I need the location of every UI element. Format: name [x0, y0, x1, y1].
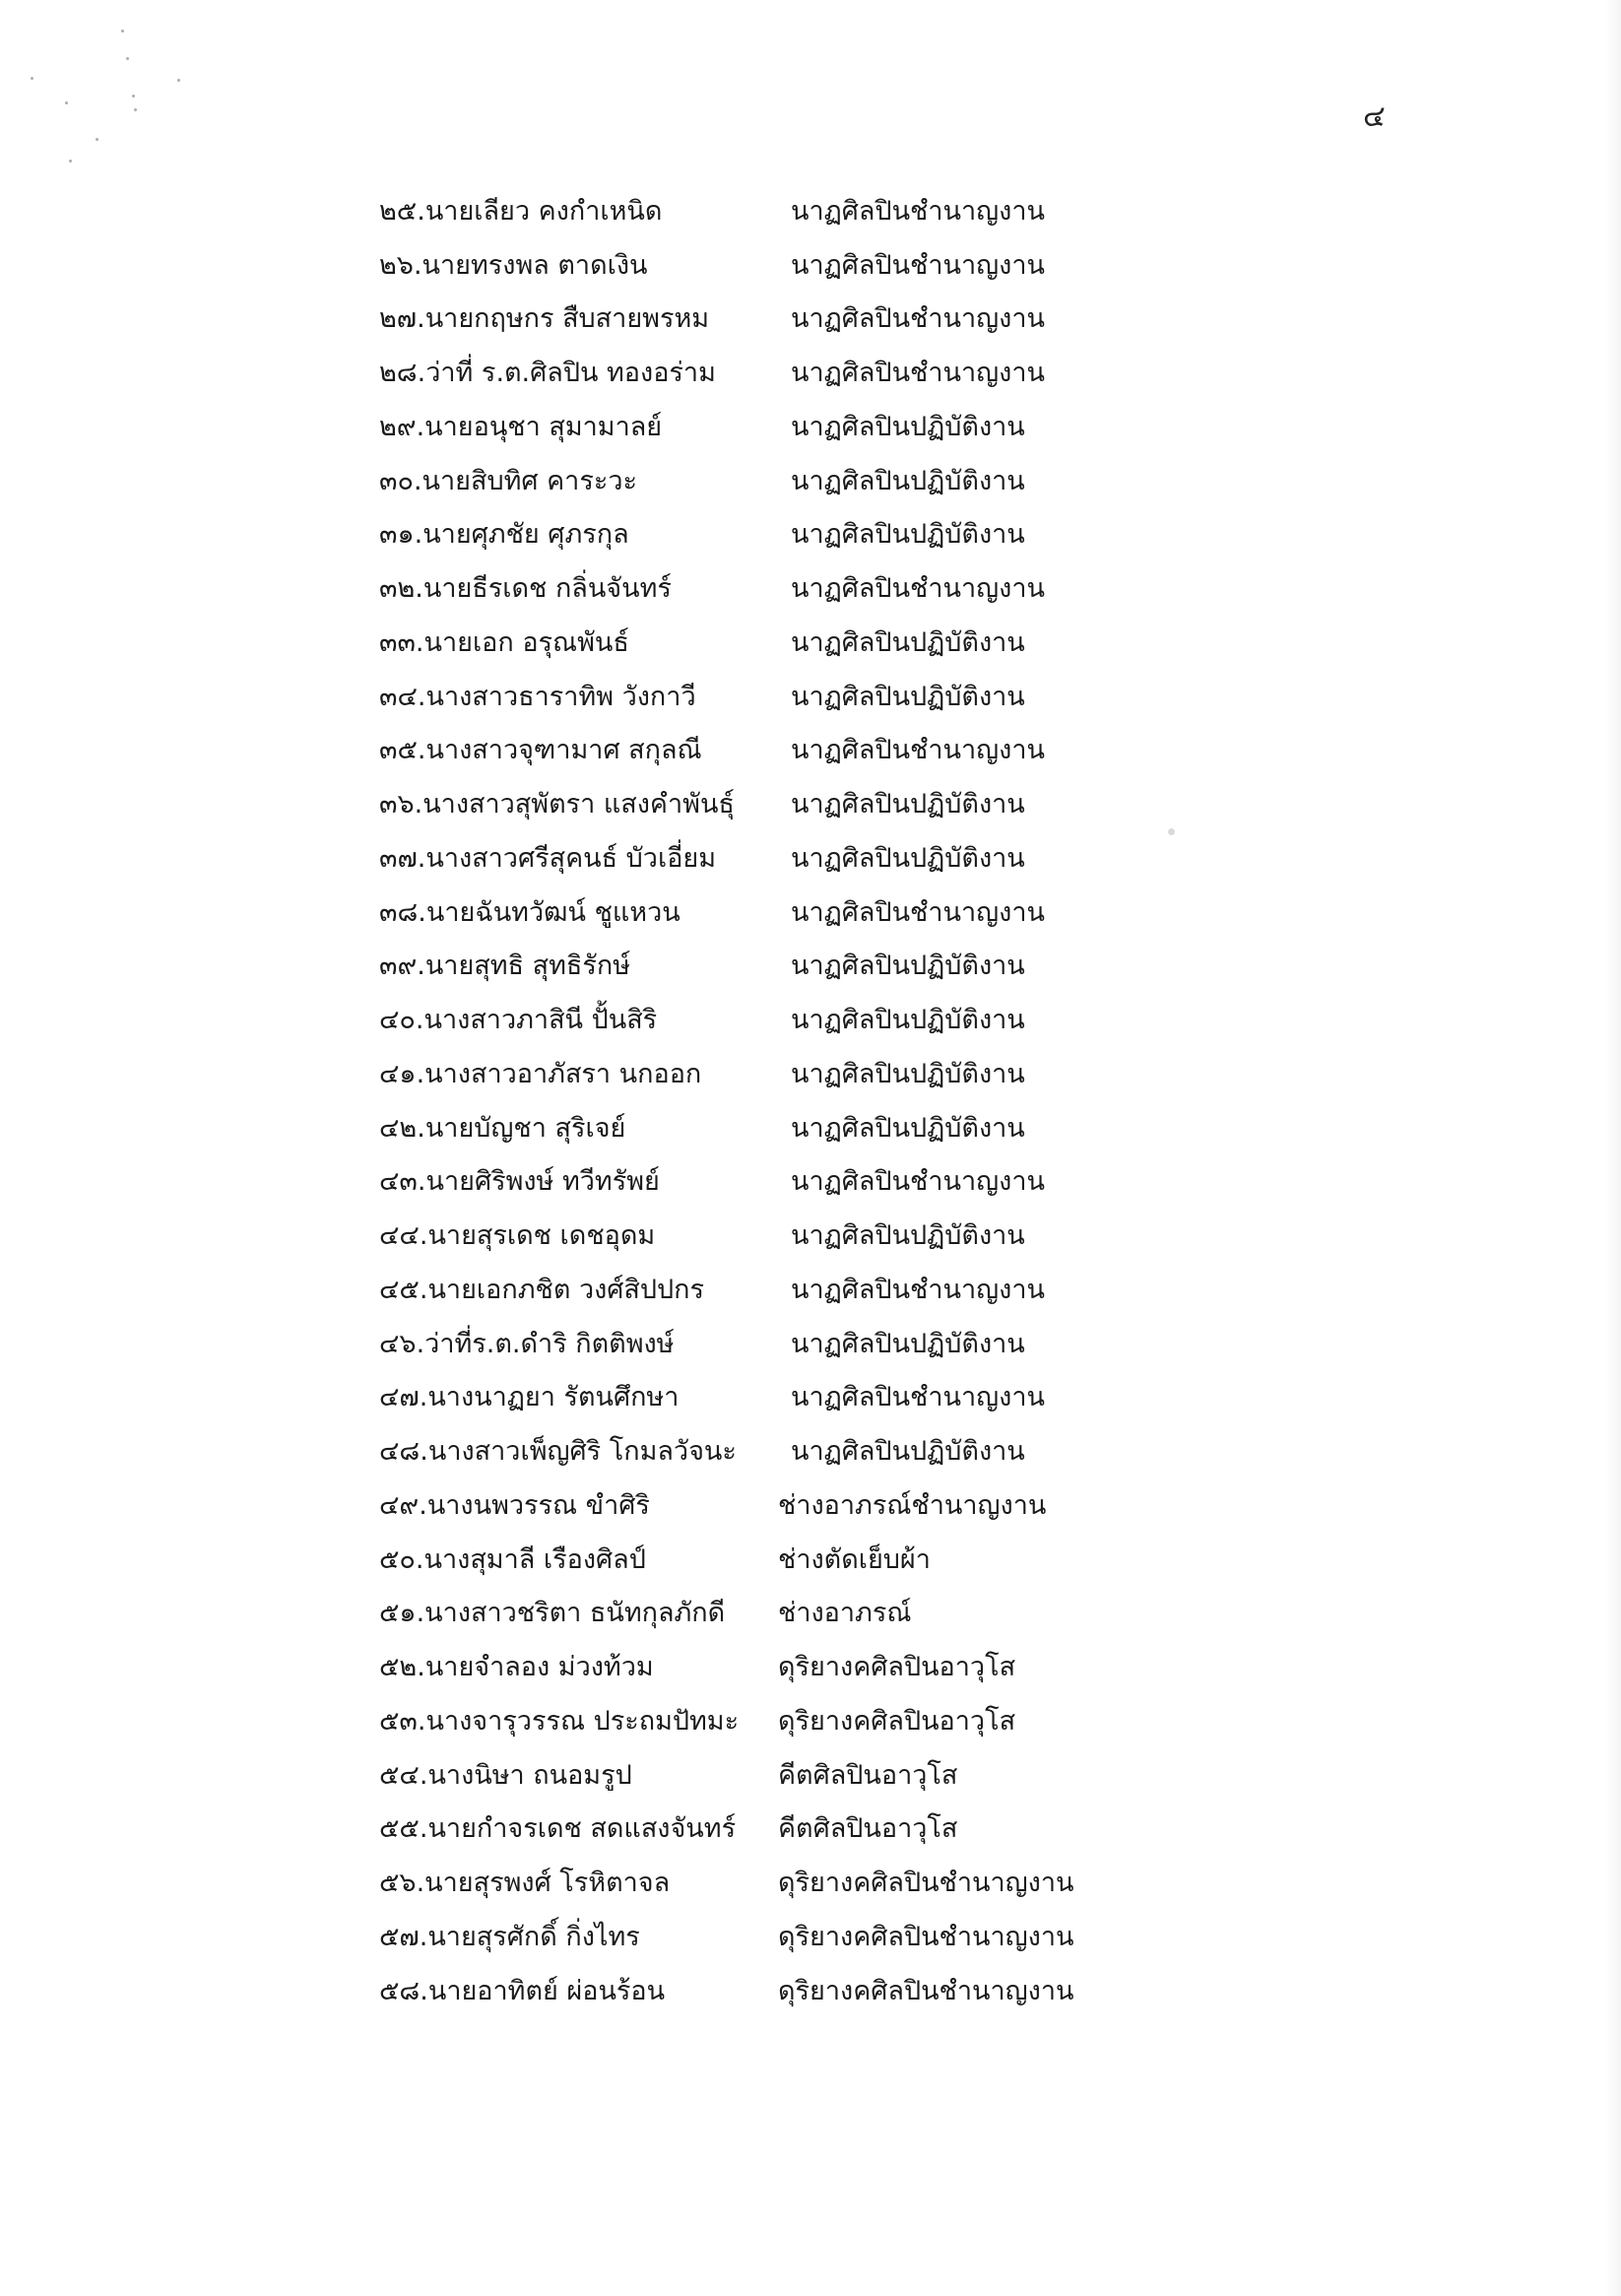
- scan-speck: [69, 160, 72, 163]
- entry-position: ดุริยางคศิลปินอาวุโส: [778, 1652, 1016, 1683]
- entry-number-period: .: [413, 465, 422, 496]
- entry-number-period: .: [417, 735, 426, 766]
- entry-name-column: [379, 1645, 803, 1687]
- list-item: [379, 939, 1364, 993]
- entry-number-period: .: [419, 1489, 427, 1521]
- page-number: ๔: [1363, 99, 1386, 134]
- list-item: [379, 669, 1364, 723]
- list-item: [379, 1154, 1364, 1209]
- entry-position: นาฏศิลปินชำนาญงาน: [791, 249, 1045, 281]
- entry-name: นางสาวอาภัสรา นกออก: [424, 1058, 702, 1089]
- list-item: [379, 1693, 1364, 1747]
- entry-number: ๒๗: [379, 303, 418, 335]
- scan-speck: [31, 77, 33, 80]
- entry-position: นาฏศิลปินชำนาญงาน: [791, 896, 1045, 928]
- list-item: [379, 1639, 1364, 1693]
- entry-number: ๔๓: [379, 1166, 418, 1198]
- entry-name: นายเอกภชิต วงศ์สิปปกร: [427, 1274, 705, 1305]
- entry-name: นายสุรพงศ์ โรหิตาจล: [424, 1868, 671, 1899]
- entry-number-period: .: [417, 1166, 426, 1198]
- list-item: [379, 1262, 1364, 1316]
- entry-name: นายกำจรเดช สดแสงจันทร์: [427, 1813, 737, 1845]
- entry-number: ๕๐: [379, 1543, 416, 1575]
- entry-name-column: [379, 782, 803, 824]
- entry-position: นาฏศิลปินชำนาญงาน: [791, 573, 1045, 605]
- entry-position: นาฏศิลปินปฏิบัติงาน: [791, 842, 1025, 874]
- entry-number-period: .: [415, 573, 423, 605]
- entry-name-column: [379, 836, 803, 879]
- entry-name: นายบัญชา สุริเจย์: [424, 1112, 626, 1144]
- entry-number: ๕๓: [379, 1705, 418, 1737]
- entry-name: นางนาฏยา รัตนศึกษา: [427, 1382, 680, 1413]
- entry-name: นางสาวสุพัตรา แสงคำพันธุ์: [422, 789, 735, 820]
- entry-name-column: [379, 1538, 803, 1580]
- entry-number: ๕๑: [379, 1598, 417, 1629]
- entry-name: ว่าที่ร.ต.ดำริ กิตติพงษ์: [424, 1328, 675, 1359]
- entry-number: ๕๗: [379, 1921, 420, 1952]
- list-item: [379, 1747, 1364, 1802]
- entry-number-period: .: [417, 358, 426, 389]
- entry-number-period: .: [417, 1652, 425, 1683]
- list-item: [379, 885, 1364, 939]
- entry-number-period: .: [418, 896, 426, 928]
- entry-name-column: [379, 459, 803, 501]
- entry-name-column: [379, 998, 803, 1040]
- entry-name-column: [379, 1915, 803, 1957]
- entry-number-period: .: [420, 1436, 428, 1468]
- entry-number: ๓๐: [379, 465, 414, 496]
- list-item: [379, 1423, 1364, 1477]
- entry-name: นางสาวภาสินี ปั้นสิริ: [423, 1005, 658, 1036]
- scan-speck: [177, 79, 180, 82]
- entry-name-column: [379, 1052, 803, 1094]
- scan-speck: [65, 101, 68, 104]
- entry-number-period: .: [416, 411, 425, 442]
- list-item: [379, 723, 1364, 777]
- entry-name: นายเอก อรุณพันธ์: [423, 626, 629, 658]
- entry-number: ๓๓: [379, 626, 416, 658]
- entry-number-period: .: [419, 1759, 428, 1791]
- entry-name-column: [379, 189, 803, 231]
- entry-number: ๔๗: [379, 1382, 420, 1413]
- entry-number: ๓๑: [379, 519, 415, 551]
- entry-number: ๔๕: [379, 1274, 420, 1305]
- list-item: [379, 1046, 1364, 1100]
- entry-position: นาฏศิลปินปฏิบัติงาน: [791, 681, 1025, 712]
- entry-name-column: [379, 944, 803, 986]
- entry-number: ๔๒: [379, 1112, 418, 1144]
- entry-position: ดุริยางคศิลปินชำนาญงาน: [778, 1921, 1074, 1952]
- entry-number: ๕๒: [379, 1652, 418, 1683]
- entry-number: ๓๘: [379, 896, 419, 928]
- entry-name-column: [379, 1806, 803, 1849]
- entry-number: ๒๖: [379, 249, 414, 281]
- entry-name: นายเลียว คงกำเหนิด: [424, 195, 663, 227]
- entry-position: ดุริยางคศิลปินชำนาญงาน: [778, 1868, 1074, 1899]
- entry-number: ๓๗: [379, 842, 418, 874]
- scan-speck: [134, 108, 137, 111]
- entry-position: นาฏศิลปินปฏิบัติงาน: [791, 1220, 1025, 1252]
- entry-name-column: [379, 675, 803, 717]
- entry-name-column: [379, 405, 803, 447]
- entry-number: ๕๔: [379, 1759, 420, 1791]
- entry-number: ๔๔: [379, 1220, 420, 1252]
- entry-name: นายอนุชา สุมามาลย์: [424, 411, 663, 442]
- entry-name-column: [379, 1322, 803, 1364]
- list-item: [379, 830, 1364, 885]
- entry-position: นาฏศิลปินชำนาญงาน: [791, 195, 1045, 227]
- entry-name-column: [379, 566, 803, 609]
- entry-name-column: [379, 1699, 803, 1741]
- entry-number: ๕๖: [379, 1868, 417, 1899]
- entry-position: นาฏศิลปินปฏิบัติงาน: [791, 1328, 1025, 1359]
- list-item: [379, 1855, 1364, 1909]
- entry-number-period: .: [417, 195, 425, 227]
- entry-name-column: [379, 296, 803, 339]
- entry-number-period: .: [416, 1598, 425, 1629]
- entry-number-period: .: [415, 626, 424, 658]
- entry-position: นาฏศิลปินชำนาญงาน: [791, 303, 1045, 335]
- entry-name: นางสาวเพ็ญศิริ โกมลวัจนะ: [427, 1436, 737, 1468]
- entry-position: นาฏศิลปินปฏิบัติงาน: [791, 789, 1025, 820]
- list-item: [379, 1100, 1364, 1154]
- entry-number: ๒๘: [379, 358, 418, 389]
- entry-name-column: [379, 728, 803, 770]
- entry-name-column: [379, 1106, 803, 1148]
- entry-name: นายสุรศักดิ์ กิ่งไทร: [427, 1921, 640, 1952]
- entry-position: นาฏศิลปินชำนาญงาน: [791, 1274, 1045, 1305]
- list-item: [379, 507, 1364, 561]
- entry-position: นาฏศิลปินปฏิบัติงาน: [791, 411, 1025, 442]
- entry-name: นางจารุวรรณ ประถมปัทมะ: [425, 1705, 740, 1737]
- list-item: [379, 453, 1364, 507]
- entry-name: นายทรงพล ตาดเงิน: [421, 249, 648, 281]
- list-item: [379, 1477, 1364, 1532]
- entry-number: ๔๑: [379, 1058, 417, 1089]
- entry-number-period: .: [417, 303, 425, 335]
- entry-position: ช่างตัดเย็บผ้า: [778, 1543, 931, 1575]
- entry-name: นางสาวศรีสุคนธ์ บัวเอี่ยม: [425, 842, 717, 874]
- entry-number-period: .: [415, 1005, 424, 1036]
- entry-name-column: [379, 1483, 803, 1526]
- entry-position: นาฏศิลปินปฏิบัติงาน: [791, 1005, 1025, 1036]
- entry-name-column: [379, 890, 803, 933]
- entry-number-period: .: [413, 249, 422, 281]
- entry-position: นาฏศิลปินปฏิบัติงาน: [791, 1112, 1025, 1144]
- list-item: [379, 1370, 1364, 1424]
- entry-name: นายจำลอง ม่วงท้วม: [424, 1652, 654, 1683]
- entry-name: นางสาวธาราทิพ วังกาวี: [425, 681, 696, 712]
- entry-number-period: .: [419, 1921, 428, 1952]
- entry-number: ๕๘: [379, 1975, 421, 2006]
- entry-name: นายธีรเดช กลิ่นจันทร์: [422, 573, 672, 605]
- entry-name: นายฉันทวัฒน์ ชูแหวน: [425, 896, 681, 928]
- list-item: [379, 399, 1364, 453]
- entry-name: นายศุภชัย ศุภรกุล: [422, 519, 629, 551]
- entry-name-column: [379, 351, 803, 393]
- entry-number: ๒๕: [379, 195, 418, 227]
- entry-position: ช่างอาภรณ์: [778, 1598, 912, 1629]
- list-item: [379, 992, 1364, 1046]
- entry-number: ๕๕: [379, 1813, 420, 1845]
- entry-name-column: [379, 621, 803, 663]
- entry-number-period: .: [420, 1975, 428, 2006]
- entry-number-period: .: [417, 1112, 425, 1144]
- entry-number-period: .: [417, 842, 426, 874]
- entry-name: นางสุมาลี เรืองศิลป์: [423, 1543, 646, 1575]
- list-item: [379, 1316, 1364, 1370]
- scan-speck: [132, 95, 135, 98]
- entry-number: ๔๘: [379, 1436, 421, 1468]
- scan-speck: [126, 57, 129, 60]
- entry-number-period: .: [419, 1220, 428, 1252]
- entry-name: นางนพวรรณ ขำศิริ: [426, 1489, 650, 1521]
- scan-speck: [121, 30, 124, 33]
- entry-position: นาฏศิลปินปฏิบัติงาน: [791, 1058, 1025, 1089]
- entry-number: ๔๐: [379, 1005, 416, 1036]
- list-item: [379, 1802, 1364, 1856]
- entry-name-column: [379, 1268, 803, 1310]
- entry-position: นาฏศิลปินชำนาญงาน: [791, 1166, 1045, 1198]
- entry-number-period: .: [414, 519, 423, 551]
- entry-name: นายสิบทิศ คาระวะ: [421, 465, 637, 496]
- entry-number: ๓๒: [379, 573, 416, 605]
- entry-position: นาฏศิลปินปฏิบัติงาน: [791, 1436, 1025, 1468]
- entry-name-column: [379, 1753, 803, 1796]
- entry-number-period: .: [414, 789, 423, 820]
- entry-number-period: .: [417, 951, 425, 982]
- list-item: [379, 560, 1364, 615]
- entry-position: นาฏศิลปินปฏิบัติงาน: [791, 465, 1025, 496]
- entry-name: นางนิษา ถนอมรูป: [427, 1759, 632, 1791]
- entry-number: ๓๔: [379, 681, 418, 712]
- entry-position: นาฏศิลปินชำนาญงาน: [791, 1382, 1045, 1413]
- entry-number-period: .: [419, 1274, 428, 1305]
- list-item: [379, 292, 1364, 346]
- entry-number-period: .: [416, 1058, 425, 1089]
- personnel-list: [379, 183, 1364, 2017]
- scan-speck: [96, 138, 98, 141]
- entry-position: ดุริยางคศิลปินอาวุโส: [778, 1705, 1016, 1737]
- entry-position: คีตศิลปินอาวุโส: [778, 1813, 958, 1845]
- entry-position: นาฏศิลปินชำนาญงาน: [791, 735, 1045, 766]
- list-item: [379, 1909, 1364, 1963]
- entry-number-period: .: [419, 1382, 428, 1413]
- entry-name-column: [379, 1214, 803, 1256]
- entry-name-column: [379, 1591, 803, 1633]
- entry-number-period: .: [416, 1328, 425, 1359]
- entry-name: นายกฤษกร สืบสายพรหม: [424, 303, 710, 335]
- entry-number-period: .: [416, 1868, 425, 1899]
- entry-position: ช่างอาภรณ์ชำนาญงาน: [778, 1489, 1047, 1521]
- entry-name-column: [379, 1969, 803, 2011]
- entry-name-column: [379, 1861, 803, 1903]
- entry-name: นายศิริพงษ์ ทวีทรัพย์: [425, 1166, 660, 1198]
- list-item: [379, 183, 1364, 237]
- entry-number: ๓๙: [379, 951, 418, 982]
- entry-name-column: [379, 1375, 803, 1417]
- list-item: [379, 1532, 1364, 1586]
- list-item: [379, 1963, 1364, 2017]
- list-item: [379, 1586, 1364, 1640]
- entry-number-period: .: [417, 681, 426, 712]
- list-item: [379, 615, 1364, 669]
- entry-number: ๒๙: [379, 411, 417, 442]
- entry-number: ๔๖: [379, 1328, 417, 1359]
- entry-name: นางสาวจุฑามาศ สกุลณี: [425, 735, 702, 766]
- entry-position: คีตศิลปินอาวุโส: [778, 1759, 958, 1791]
- entry-name: นายอาทิตย์ ผ่อนร้อน: [427, 1975, 666, 2006]
- entry-name-column: [379, 1159, 803, 1202]
- entry-position: นาฏศิลปินปฏิบัติงาน: [791, 519, 1025, 551]
- entry-number-period: .: [417, 1705, 426, 1737]
- entry-number-period: .: [419, 1813, 428, 1845]
- entry-name: นายสุรเดช เดชอุดม: [427, 1220, 656, 1252]
- list-item: [379, 237, 1364, 292]
- entry-position: นาฏศิลปินปฏิบัติงาน: [791, 951, 1025, 982]
- list-item: [379, 776, 1364, 830]
- entry-number: ๔๙: [379, 1489, 420, 1521]
- entry-position: นาฏศิลปินปฏิบัติงาน: [791, 626, 1025, 658]
- entry-number-period: .: [415, 1543, 424, 1575]
- entry-name-column: [379, 243, 803, 286]
- entry-name-column: [379, 512, 803, 555]
- entry-number: ๓๕: [379, 735, 418, 766]
- entry-name: นายสุทธิ สุทธิรักษ์: [424, 951, 631, 982]
- entry-position: ดุริยางคศิลปินชำนาญงาน: [778, 1975, 1074, 2006]
- list-item: [379, 345, 1364, 399]
- page-edge-shadow: [1605, 0, 1621, 2296]
- entry-number: ๓๖: [379, 789, 415, 820]
- entry-name-column: [379, 1429, 803, 1472]
- entry-name: นางสาวชริตา ธนัทกุลภักดี: [424, 1598, 726, 1629]
- list-item: [379, 1208, 1364, 1262]
- entry-position: นาฏศิลปินชำนาญงาน: [791, 358, 1045, 389]
- entry-name: ว่าที่ ร.ต.ศิลปิน ทองอร่าม: [425, 358, 716, 389]
